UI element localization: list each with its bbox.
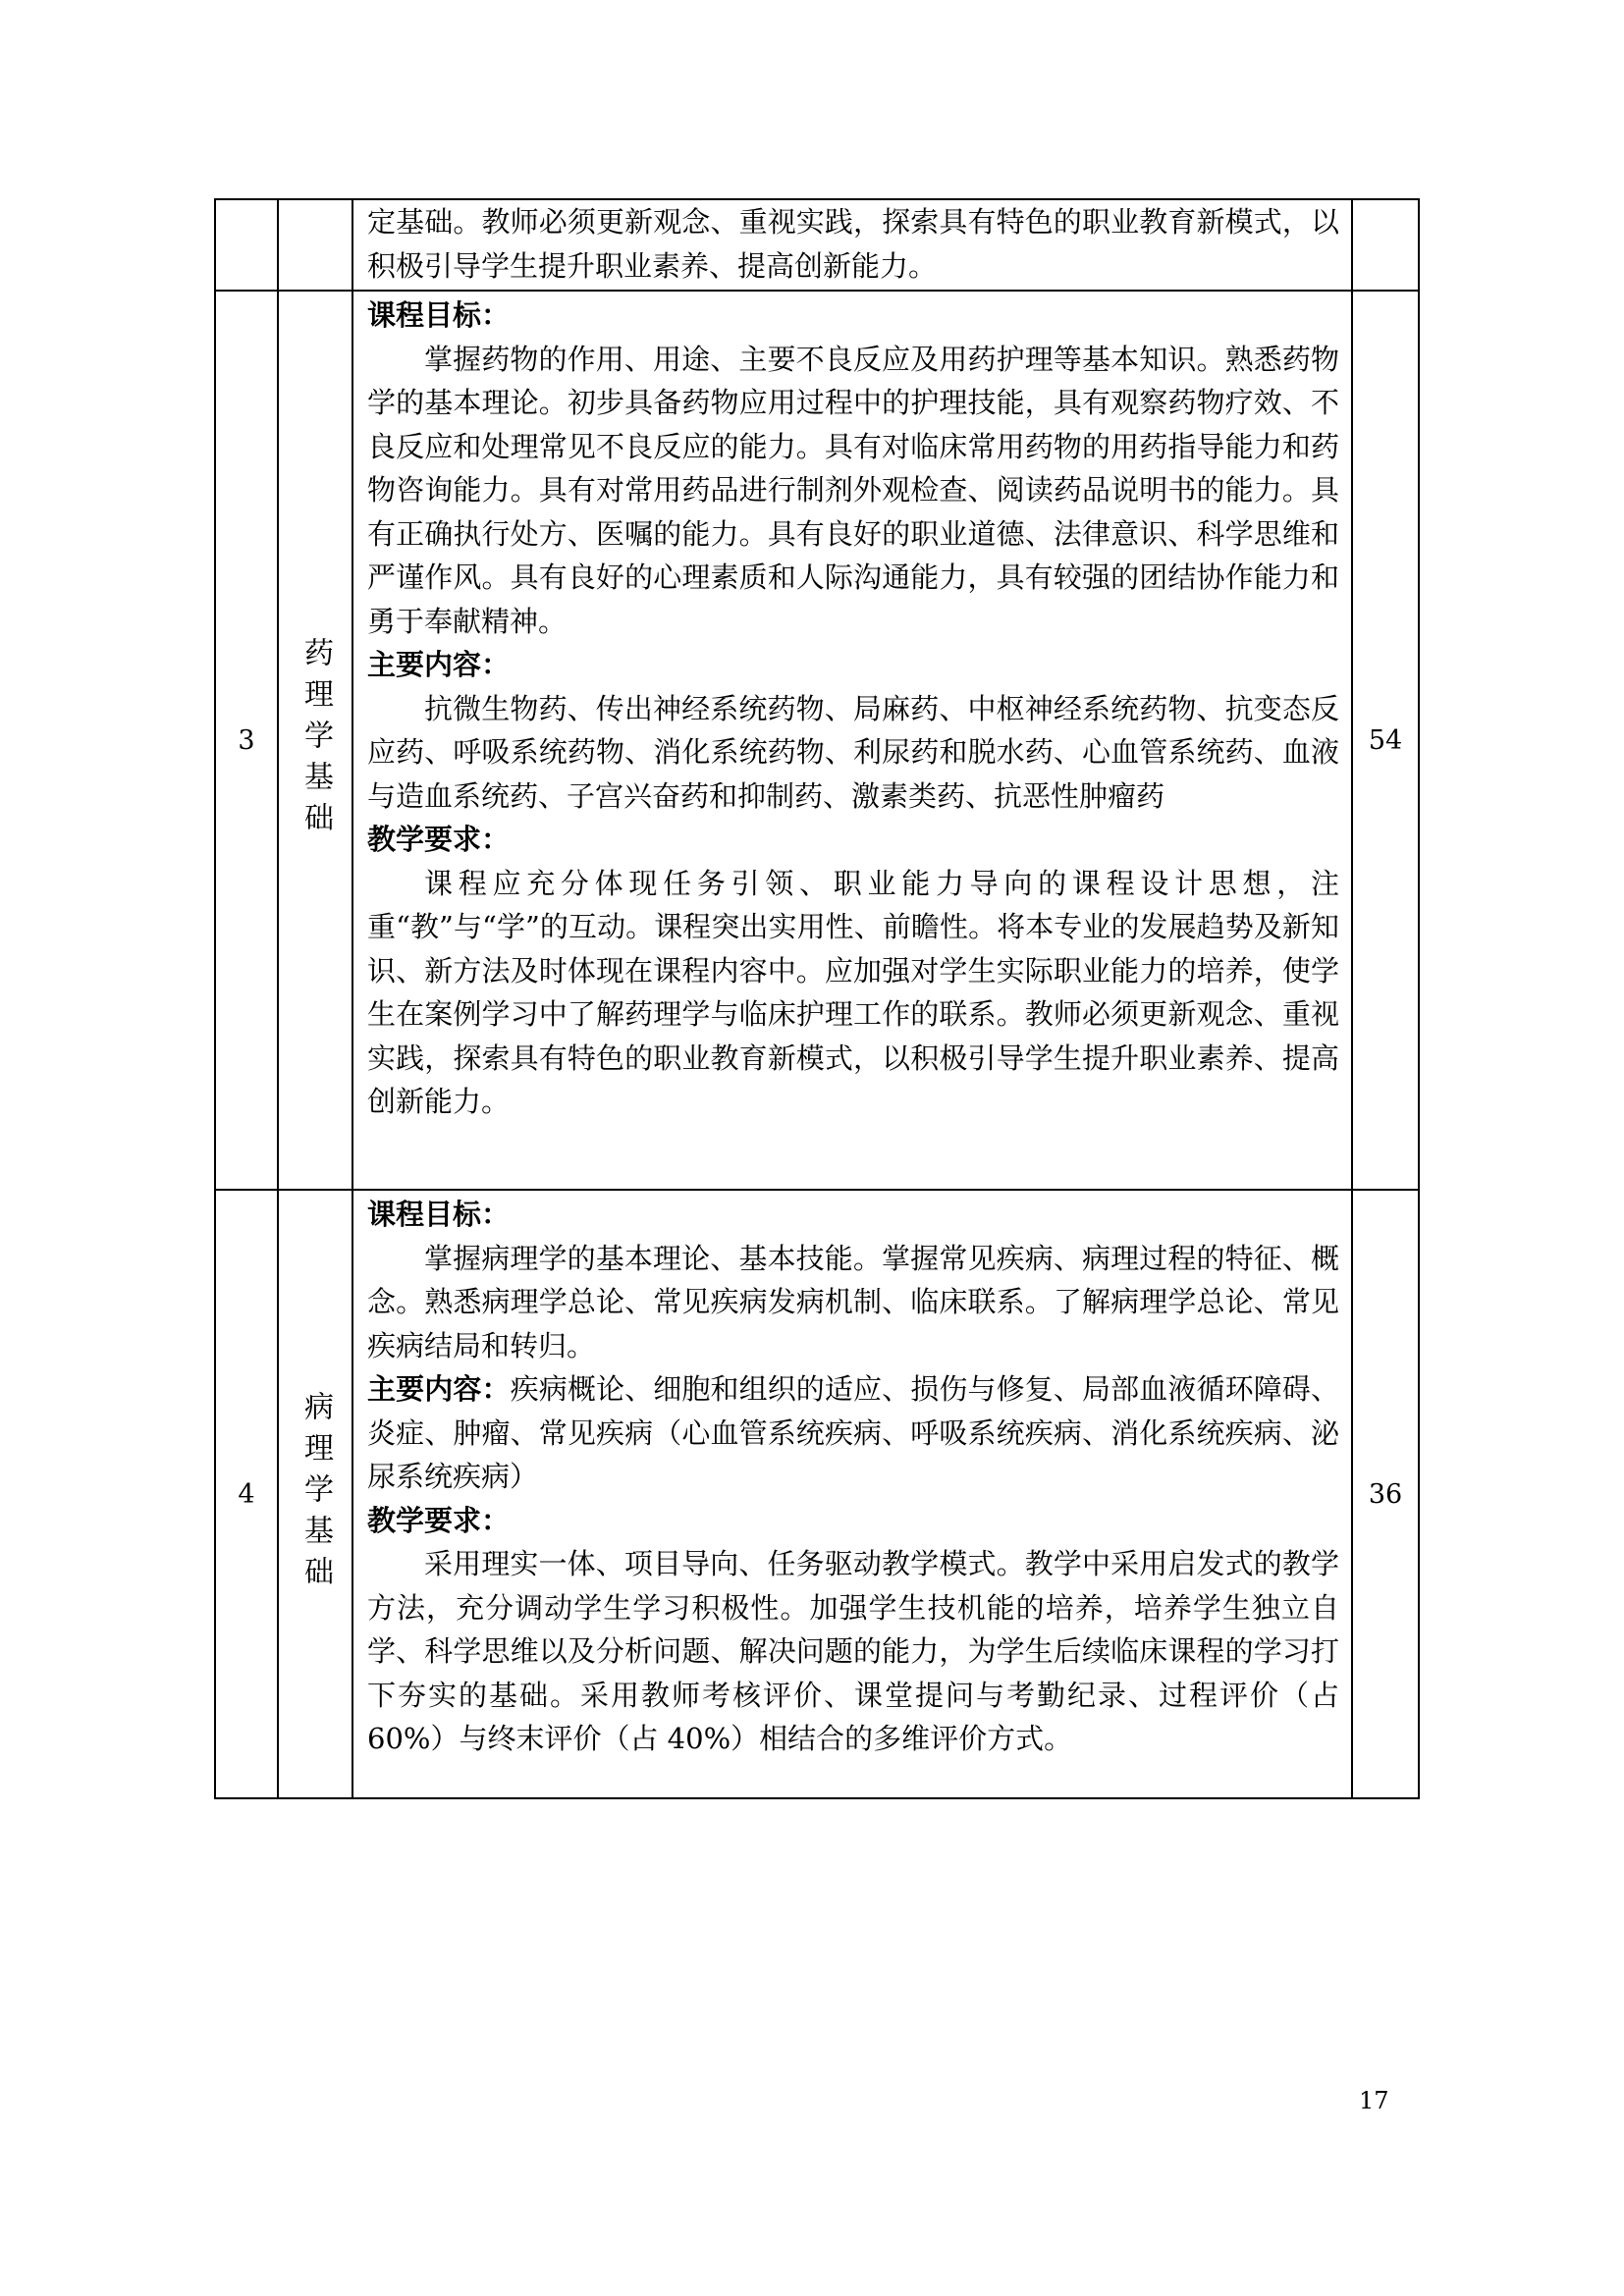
course-hours: 36 [1368,1478,1403,1510]
table-row [216,200,1418,290]
requirement-text: 采用理实一体、项目导向、任务驱动教学模式。教学中采用启发式的教学方法，充分调动学生学习积极性。加强学生技机能的培养，培养学生独立自学、科学思维以及分析问题、解决问题的能力，为学生后续临床课程的学习打下夯实的基础。采用教师考核评价、课堂提问与考勤纪录、过程评价（占 60%）与终末评价（占 40%）相结合的多维评价方式。 [367,1547,1339,1755]
page-number: 17 [1359,2087,1389,2114]
row-number: 3 [216,292,279,1189]
course-name: 药理学基础 [279,292,353,1189]
course-table [214,198,1420,1799]
content-text: 抗微生物药、传出神经系统药物、局麻药、中枢神经系统药物、抗变态反应药、呼吸系统药物、消化系统药物、利尿药和脱水药、心血管系统药、血液与造血系统药、子宫兴奋药和抑制药、激素类药、抗恶性肿瘤药 [367,691,1339,813]
course-description [353,1191,1353,1797]
requirement-heading: 教学要求： [367,823,511,856]
course-name: 病理学基础 [279,1191,353,1797]
requirement-text: 课程应充分体现任务引领、职业能力导向的课程设计思想，注重“教”与“学”的互动。课程突出实用性、前瞻性。将本专业的发展趋势及新知识、新方法及时体现在课程内容中。应加强对学生实际职业能力的培养，使学生在案例学习中了解药理学与临床护理工作的联系。教师必须更新观念、重视实践，探索具有特色的职业教育新模式，以积极引导学生提升职业素养、提高创新能力。 [367,866,1339,1118]
content-heading: 主要内容： [367,648,511,681]
content-paragraph [367,1367,1339,1499]
content-text: 疾病概论、细胞和组织的适应、损伤与修复、局部血液循环障碍、炎症、肿瘤、常见疾病（心血管系统疾病、呼吸系统疾病、消化系统疾病、泌尿系统疾病） [367,1372,1339,1493]
goal-heading: 课程目标： [367,1198,511,1231]
course-hours [1353,200,1418,290]
requirement-heading: 教学要求： [367,1503,511,1537]
course-description [353,200,1353,290]
table-row [216,290,1418,1189]
course-name [279,200,353,290]
course-hours: 54 [1368,724,1403,756]
course-description [353,292,1353,1189]
table-row [216,1189,1418,1797]
continued-paragraph: 定基础。教师必须更新观念、重视实践，探索具有特色的职业教育新模式，以积极引导学生提升职业素养、提高创新能力。 [367,205,1339,283]
row-number [216,200,279,290]
goal-text: 掌握药物的作用、用途、主要不良反应及用药护理等基本知识。熟悉药物学的基本理论。初步具备药物应用过程中的护理技能，具有观察药物疗效、不良反应和处理常见不良反应的能力。具有对临床常用药物的用药指导能力和药物咨询能力。具有对常用药品进行制剂外观检查、阅读药品说明书的能力。具有正确执行处方、医嘱的能力。具有良好的职业道德、法律意识、科学思维和严谨作风。具有良好的心理素质和人际沟通能力，具有较强的团结协作能力和勇于奉献精神。 [367,342,1339,638]
goal-text: 掌握病理学的基本理论、基本技能。掌握常见疾病、病理过程的特征、概念。熟悉病理学总论、常见疾病发病机制、临床联系。了解病理学总论、常见疾病结局和转归。 [367,1241,1339,1362]
content-heading: 主要内容： [367,1372,511,1406]
goal-heading: 课程目标： [367,298,511,332]
row-number: 4 [216,1191,279,1797]
